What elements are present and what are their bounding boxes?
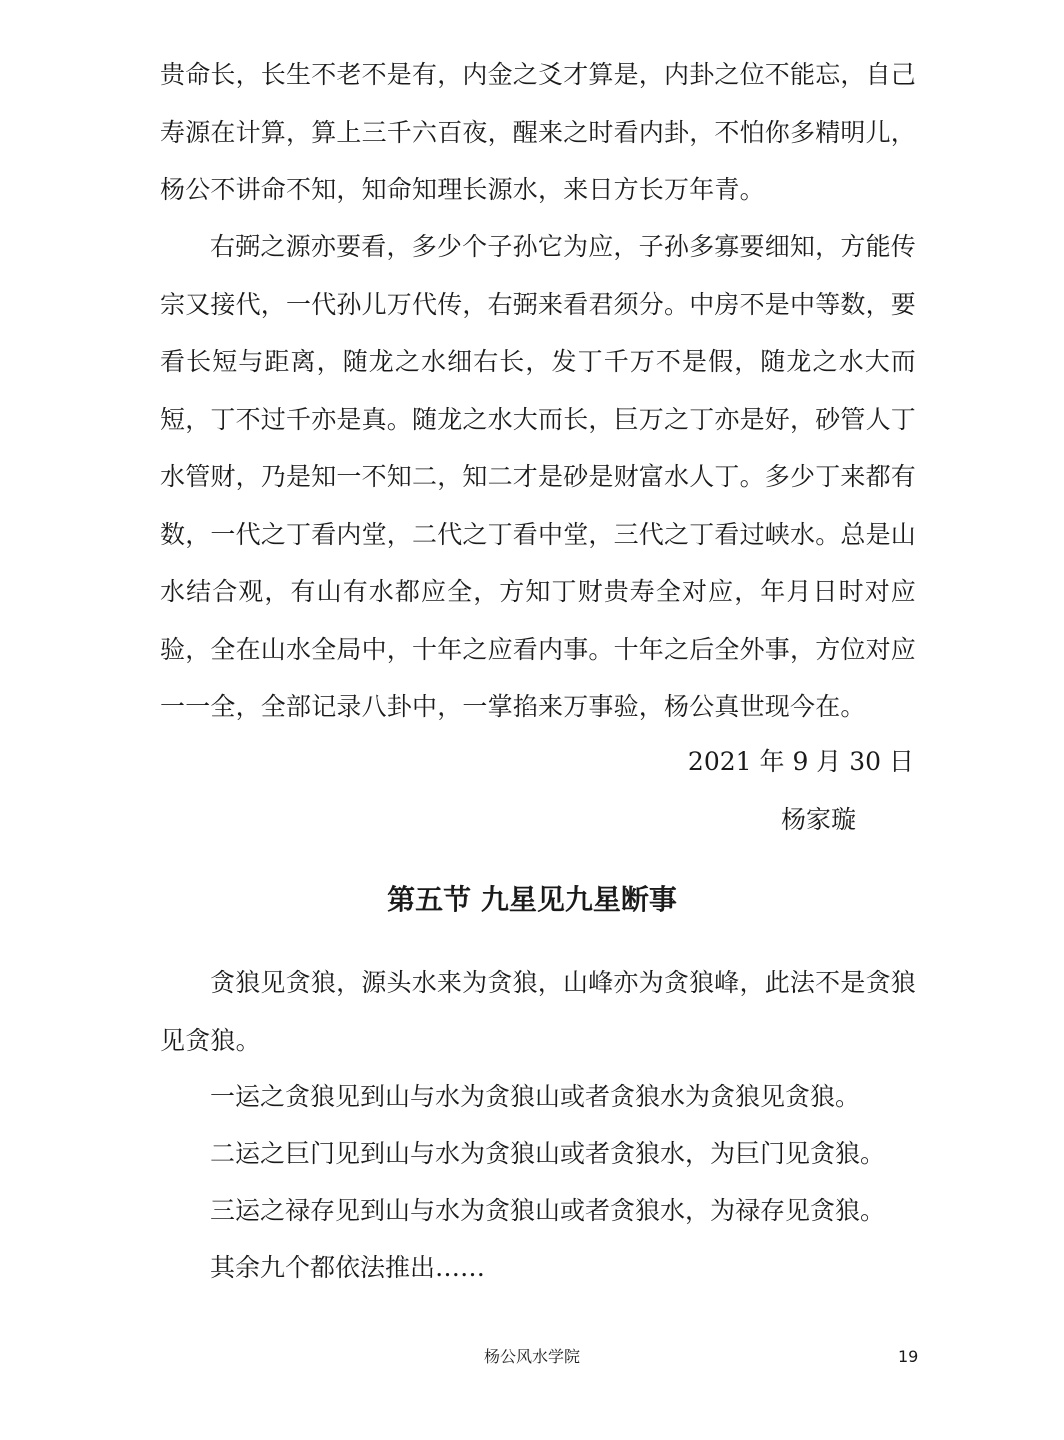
footer-page-number: 19: [898, 1347, 919, 1366]
paragraph-descendants: 右弼之源亦要看，多少个子孙它为应，子孙多寡要细知，方能传宗又接代，一代孙儿万代传，右弼来看君须分。中房不是中等数，要看长短与距离，随龙之水细右长，发丁千万不是假，随龙之水大而短，丁不过千亦是真。随龙之水大而长，巨万之丁亦是好，砂管人丁水管财，乃是知一不知二，知二才是砂是财富水人丁。多少丁来都有数，一代之丁看内堂，二代之丁看中堂，三代之丁看过峡水。总是山水结合观，有山有水都应全，方知丁财贵寿全对应，年月日时对应验，全在山水全局中，十年之应看内事。十年之后全外事，方位对应一一全，全部记录八卦中，一掌掐来万事验，杨公真世现今在。: [160, 232, 917, 721]
signature-author: 杨家璇: [780, 805, 856, 834]
footer-publisher: 杨公风水学院: [483, 1347, 580, 1366]
section-intro: 贪狼见贪狼，源头水来为贪狼，山峰亦为贪狼峰，此法不是贪狼见贪狼。: [160, 968, 916, 1055]
section-line-2: 二运之巨门见到山与水为贪狼山或者贪狼水，为巨门见贪狼。: [210, 1139, 886, 1168]
section-line-1: 一运之贪狼见到山与水为贪狼山或者贪狼水为贪狼见贪狼。: [210, 1082, 861, 1111]
section-line-3: 三运之禄存见到山与水为贪狼山或者贪狼水，为禄存见贪狼。: [210, 1196, 886, 1225]
paragraph-longevity: 贵命长，长生不老不是有，内金之爻才算是，内卦之位不能忘，自己寿源在计算，算上三千六百夜，醒来之时看内卦，不怕你多精明儿，杨公不讲命不知，知命知理长源水，来日方长万年青。: [160, 60, 917, 204]
section-title: 第五节 九星见九星断事: [387, 883, 677, 916]
signature-date: 2021 年 9 月 30 日: [687, 747, 914, 776]
section-line-4: 其余九个都依法推出……: [210, 1253, 486, 1282]
